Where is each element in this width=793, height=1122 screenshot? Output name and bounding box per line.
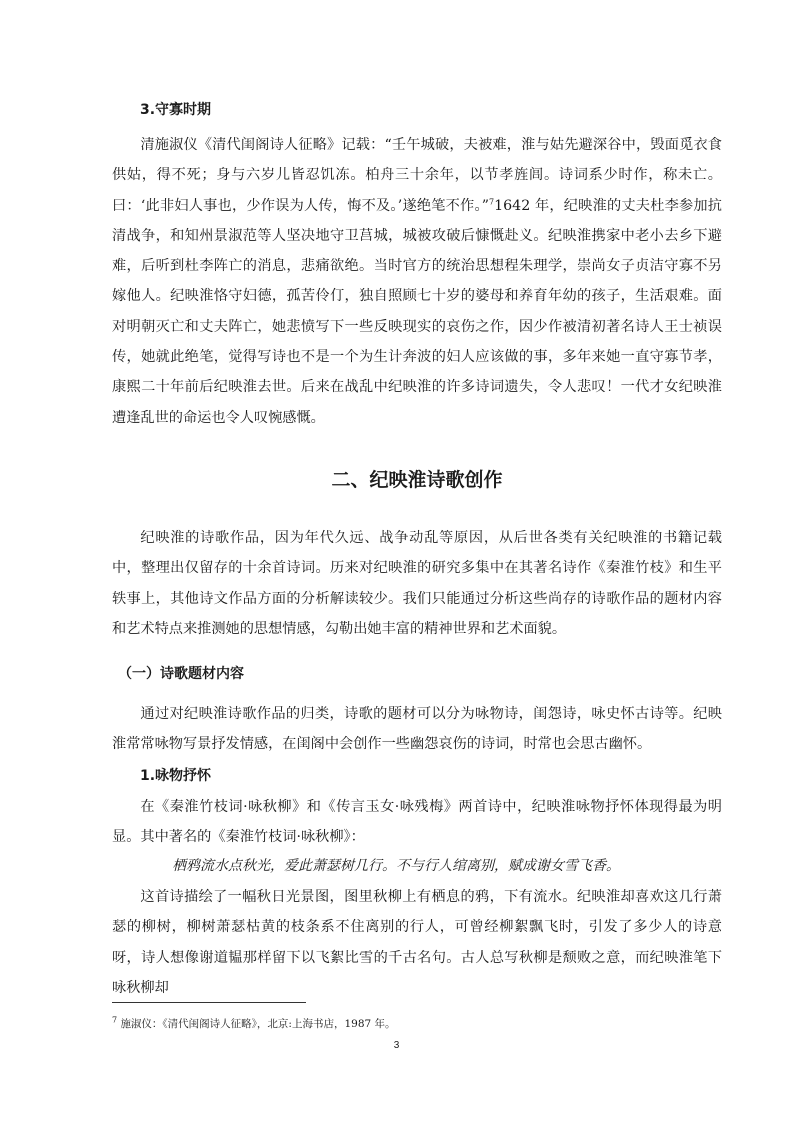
widowhood-heading: 3.守寡时期 [140,102,212,118]
footnote-reference[interactable]: 7 [489,196,495,206]
poem-line: 栖鸦流水点秋光，爱此萧瑟树几行。不与行人绾离别，赋成谢女雪飞香。 [172,858,620,874]
footnote-divider [112,1002,306,1003]
widowhood-text-part2: 1642 年，纪映淮的丈夫杜李参加抗清战争，和知州景淑范等人坚决地守卫莒城，城被攻破后慷慨赴义。纪映淮携家中老小去乡下避难，后听到杜李阵亡的消息，悲痛欲绝。当时官方的统治思想程朱理学，崇尚女子贞洁守寡不另嫁他人。纪映淮恪守妇德，孤苦伶仃，独自照顾七十岁的婆母和养育年幼的孩子，生活艰难。面对明朝灭亡和丈夫阵亡，她悲愤写下一些反映现实的哀伤之作，因少作被清初著名诗人王士祯误传，她就此绝笔，觉得写诗也不是一个为生计奔波的妇人应该做的事，多年来她一直守寡节孝，康熙二十年前后纪映淮去世。后来在战乱中纪映淮的许多诗词遗失，令人悲叹！一代才女纪映淮遭逢乱世的命运也令人叹惋感慨。 [112,197,722,426]
chapter-intro-paragraph: 纪映淮的诗歌作品，因为年代久远、战争动乱等原因，从后世各类有关纪映淮的书籍记载中，整理出仅留存的十余首诗词。历来对纪映淮的研究多集中在其著名诗作《秦淮竹枝》和生平轶事上，其他诗文作品方面的分析解读较少。我们只能通过分析这些尚存的诗歌作品的题材内容和艺术特点来推测她的思想情感，勾勒出她丰富的精神世界和艺术面貌。 [112,530,722,637]
chapter-heading: 二、纪映淮诗歌创作 [331,469,503,491]
object-paragraph: 在《秦淮竹枝词·咏秋柳》和《传言玉女·咏残梅》两首诗中，纪映淮咏物抒怀体现得最为明显。其中著名的《秦淮竹枝词·咏秋柳》： [112,799,722,846]
page-number: 3 [393,1040,400,1051]
analysis-paragraph: 这首诗描绘了一幅秋日光景图，图里秋柳上有栖息的鸦，下有流水。纪映淮却喜欢这几行萧瑟的柳树，柳树萧瑟枯黄的枝条系不住离别的行人，可曾经柳絮飘飞时，引发了多少人的诗意呀，诗人想像谢道韫那样留下以飞絮比雪的千古名句。古人总写秋柳是颓败之意，而纪映淮笔下咏秋柳却 [112,889,722,996]
topic-heading: （一）诗歌题材内容 [118,666,244,682]
footnote-marker: 7 [112,1015,118,1025]
object-heading: 1.咏物抒怀 [140,768,212,784]
topic-paragraph: 通过对纪映淮诗歌作品的归类，诗歌的题材可以分为咏物诗，闺怨诗，咏史怀古诗等。纪映淮常常咏物写景抒发情感，在闺阁中会创作一些幽怨哀伤的诗词，时常也会思古幽怀。 [112,706,722,753]
widowhood-text-part1: 清施淑仪《清代闺阁诗人征略》记载：“壬午城破，夫被难，淮与姑先避深谷中，毁面觅衣食供姑，得不死；身与六岁儿皆忍饥冻。柏舟三十余年，以节孝旌闾。诗词系少时作，称未亡。曰：‘此非妇人事也，少作误为人传，悔不及。’遂绝笔不作。” [112,137,722,214]
widowhood-paragraph [112,130,722,433]
footnote [112,1016,396,1032]
footnote-text: 施淑仪：《清代闺阁诗人征略》，北京:上海书店，1987 年。 [120,1018,396,1030]
